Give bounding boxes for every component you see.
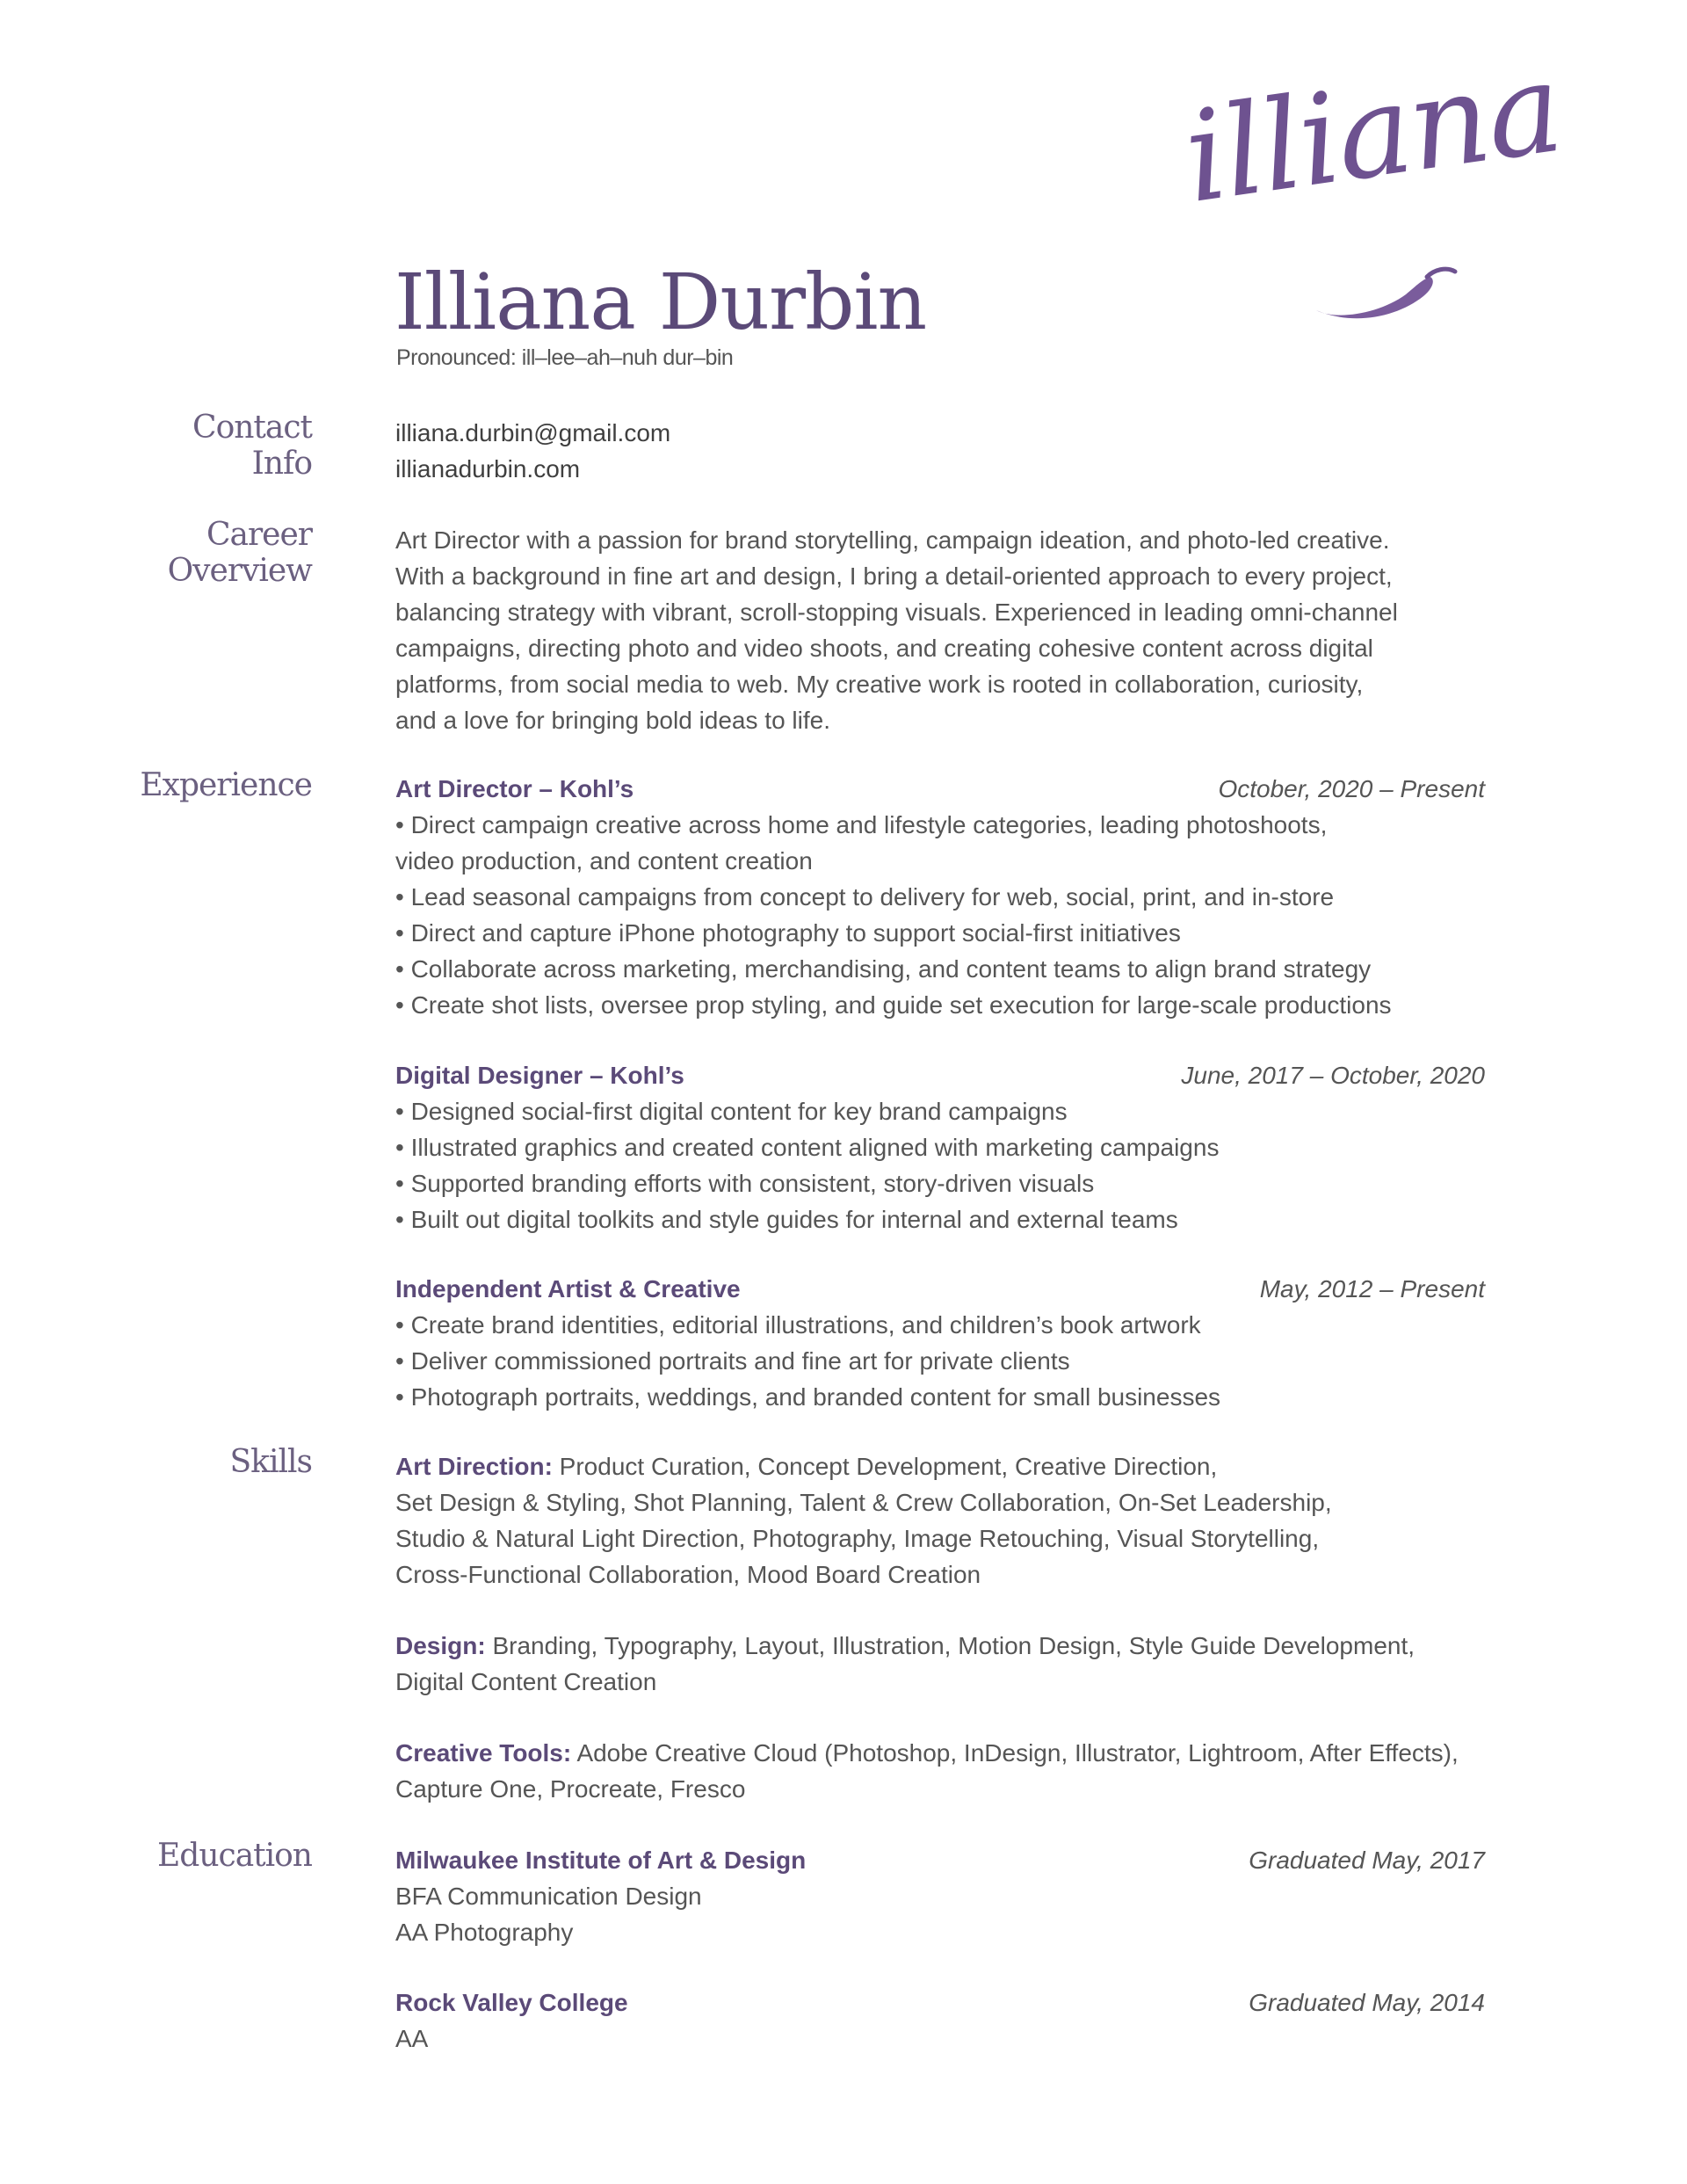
job-bullet: • Create brand identities, editorial illustrations, and children’s book artwork [395, 1311, 1201, 1339]
job-bullet: • Supported branding efforts with consistent, story-driven visuals [395, 1170, 1095, 1197]
job-bullet: • Illustrated graphics and created content aligned with marketing campaigns [395, 1134, 1220, 1161]
skill-list: Digital Content Creation [395, 1668, 657, 1695]
pronunciation: Pronounced: ill–lee–ah–nuh dur–bin [396, 345, 734, 370]
skill-list: Adobe Creative Cloud (Photoshop, InDesign, Illustrator, Lightroom, After Effects), [571, 1739, 1459, 1767]
email-link[interactable]: illiana.durbin@gmail.com [395, 419, 671, 446]
job-bullet: • Collaborate across marketing, merchandising, and content teams to align brand strategy [395, 955, 1372, 983]
job-title: Digital Designer – Kohl’s [395, 1062, 684, 1089]
candidate-name: Illiana Durbin [395, 257, 927, 347]
contact-info [395, 415, 1485, 487]
graduation-date: Graduated May, 2017 [1249, 1847, 1485, 1874]
school-name: Milwaukee Institute of Art & Design [395, 1847, 807, 1874]
school-name: Rock Valley College [395, 1989, 628, 2016]
skill-category: Creative Tools: [395, 1739, 572, 1767]
skill-list: Capture One, Procreate, Fresco [395, 1775, 746, 1803]
job-title: Art Director – Kohl’s [395, 775, 634, 802]
school-rock-valley [395, 1984, 1485, 2057]
career-overview [395, 522, 1485, 738]
overview-line: Art Director with a passion for brand storytelling, campaign ideation, and photo-led creative. [395, 526, 1390, 554]
skill-group-design [395, 1628, 1485, 1700]
graduation-date: Graduated May, 2014 [1249, 1989, 1485, 2016]
job-dates: October, 2020 – Present [1218, 775, 1485, 802]
job-bullet: • Photograph portraits, weddings, and branded content for small businesses [395, 1383, 1221, 1411]
overview-section-label: Career Overview [167, 517, 312, 589]
contact-section-label: Contact Info [192, 410, 312, 482]
job-bullet: • Designed social-first digital content for key brand campaigns [395, 1098, 1068, 1125]
education-section-label: Education [157, 1838, 312, 1874]
skill-group-creative-tools [395, 1735, 1485, 1807]
job-bullet: • Deliver commissioned portraits and fine art for private clients [395, 1347, 1070, 1375]
skill-group-art-direction [395, 1448, 1485, 1593]
overview-line: With a background in fine art and design, I bring a detail-oriented approach to every project, [395, 562, 1393, 590]
skill-list: Product Curation, Concept Development, Creative Direction, [552, 1453, 1218, 1480]
job-bullet: • Direct campaign creative across home and lifestyle categories, leading photoshoots, [395, 811, 1328, 838]
degree: BFA Communication Design [395, 1883, 702, 1910]
overview-line: balancing strategy with vibrant, scroll-stopping visuals. Experienced in leading omni-channel [395, 599, 1398, 626]
school-miad [395, 1842, 1485, 1950]
degree: AA Photography [395, 1919, 574, 1946]
experience-section-label: Experience [140, 767, 312, 803]
skill-list: Set Design & Styling, Shot Planning, Talent & Crew Collaboration, On-Set Leadership, [395, 1489, 1332, 1516]
website-link[interactable]: illianadurbin.com [395, 455, 581, 483]
chili-pepper-icon [1309, 259, 1459, 330]
logo-wordmark: illiana [1176, 34, 1569, 231]
degree: AA [395, 2025, 429, 2052]
job-independent-artist [395, 1271, 1485, 1415]
job-title: Independent Artist & Creative [395, 1275, 741, 1302]
job-art-director [395, 771, 1485, 1023]
job-digital-designer [395, 1057, 1485, 1237]
overview-line: and a love for bringing bold ideas to life. [395, 707, 830, 734]
job-dates: June, 2017 – October, 2020 [1181, 1062, 1485, 1089]
job-bullet: • Built out digital toolkits and style guides for internal and external teams [395, 1206, 1178, 1233]
skill-list: Cross-Functional Collaboration, Mood Board Creation [395, 1561, 981, 1588]
skills-section-label: Skills [229, 1444, 312, 1480]
overview-line: campaigns, directing photo and video shoots, and creating cohesive content across digital [395, 635, 1373, 662]
skill-list: Branding, Typography, Layout, Illustration, Motion Design, Style Guide Development, [485, 1632, 1415, 1659]
logo [1176, 34, 1590, 343]
job-bullet: • Direct and capture iPhone photography to support social-first initiatives [395, 919, 1181, 947]
skill-list: Studio & Natural Light Direction, Photography, Image Retouching, Visual Storytelling, [395, 1525, 1320, 1552]
skill-category: Design: [395, 1632, 486, 1659]
job-bullet: • Create shot lists, oversee prop styling, and guide set execution for large-scale productions [395, 991, 1392, 1019]
skill-category: Art Direction: [395, 1453, 553, 1480]
job-bullet: • Lead seasonal campaigns from concept to delivery for web, social, print, and in-store [395, 883, 1335, 911]
job-dates: May, 2012 – Present [1259, 1275, 1485, 1302]
overview-line: platforms, from social media to web. My creative work is rooted in collaboration, curiosity, [395, 671, 1364, 698]
job-bullet: video production, and content creation [395, 847, 813, 874]
